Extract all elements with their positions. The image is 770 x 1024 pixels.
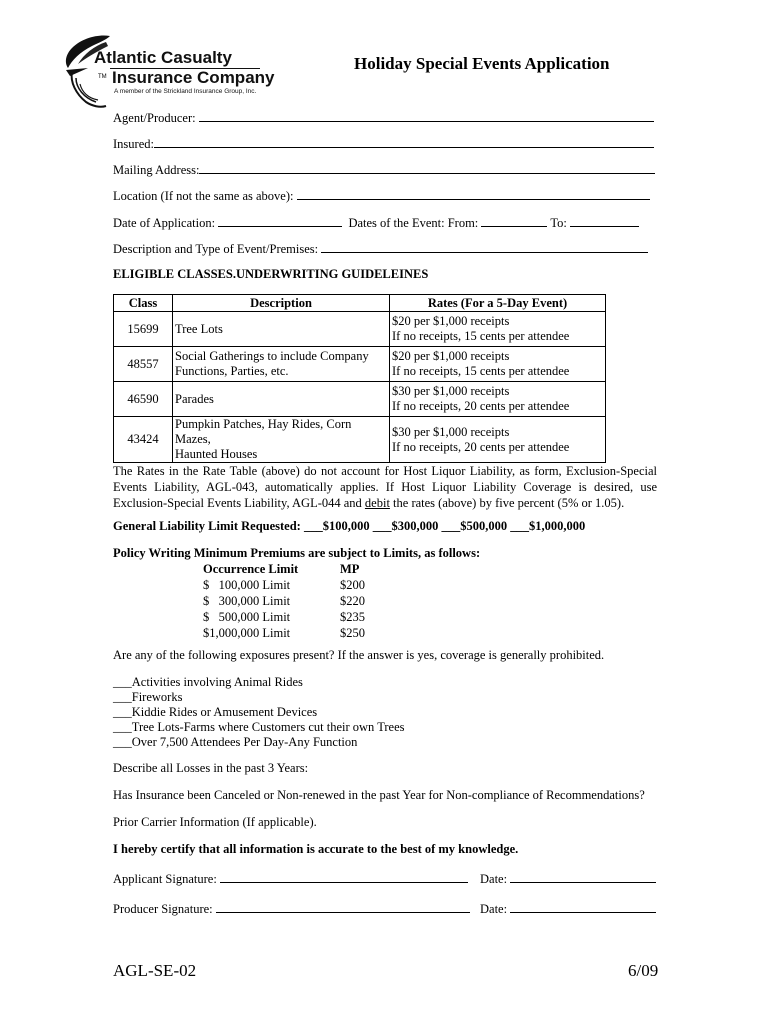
mailing-label: Mailing Address:: [113, 163, 200, 177]
exposure-item[interactable]: ___Fireworks: [113, 690, 183, 704]
date-app-line[interactable]: [218, 215, 342, 227]
row-class: 43424: [114, 417, 173, 463]
agent-line[interactable]: [199, 110, 654, 122]
producer-sig-label: Producer Signature:: [113, 902, 213, 916]
canceled-question: Has Insurance been Canceled or Non-renewed in the past Year for Non-compliance of Recommendations?: [113, 788, 645, 802]
table-row: [114, 312, 606, 347]
mp-heading: Policy Writing Minimum Premiums are subject to Limits, as follows:: [113, 546, 481, 560]
applicant-sig-line[interactable]: [220, 871, 468, 883]
location-line[interactable]: [297, 188, 650, 200]
producer-date-field[interactable]: [480, 901, 656, 917]
logo-line2: Insurance Company: [112, 68, 275, 87]
row-class: 15699: [114, 312, 173, 347]
exposures-list: [113, 675, 405, 750]
form-number: AGL-SE-02: [113, 961, 197, 980]
mp-table: [203, 561, 365, 641]
row-rate: $30 per $1,000 receipts If no receipts, 20 cents per attendee: [390, 382, 606, 417]
header-description: Description: [173, 295, 390, 312]
prior-carrier: Prior Carrier Information (If applicable).: [113, 815, 317, 829]
producer-date-line[interactable]: [510, 901, 656, 913]
date-app-label: Date of Application:: [113, 216, 216, 230]
description-label: Description and Type of Event/Premises:: [113, 242, 319, 256]
producer-sig-line[interactable]: [216, 901, 470, 913]
table-row: [114, 347, 606, 382]
producer-date-label: Date:: [480, 902, 508, 916]
page-title: Holiday Special Events Application: [354, 54, 610, 73]
location-label: Location (If not the same as above):: [113, 189, 294, 203]
row-rate: $20 per $1,000 receipts If no receipts, 15 cents per attendee: [390, 312, 606, 347]
row-description: Pumpkin Patches, Hay Rides, Corn Mazes, Haunted Houses: [173, 417, 390, 463]
logo-line1: Atlantic Casualty: [94, 48, 232, 67]
logo-tagline: A member of the Strickland Insurance Group, Inc.: [114, 88, 257, 95]
mailing-field[interactable]: [113, 162, 655, 178]
header-class: Class: [114, 295, 173, 312]
dates-from-label: Dates of the Event: From:: [348, 216, 479, 230]
agent-label: Agent/Producer:: [113, 111, 196, 125]
row-rate: $20 per $1,000 receipts If no receipts, 15 cents per attendee: [390, 347, 606, 382]
header-rates: Rates (For a 5-Day Event): [390, 295, 606, 312]
table-row: [114, 417, 606, 463]
dates-to-label: To:: [550, 216, 567, 230]
dates-field[interactable]: [113, 215, 639, 231]
exposure-item[interactable]: ___Over 7,500 Attendees Per Day-Any Function: [113, 735, 358, 749]
exposure-item[interactable]: ___Activities involving Animal Rides: [113, 675, 303, 689]
exposure-item[interactable]: ___Kiddie Rides or Amusement Devices: [113, 705, 318, 719]
losses-question: Describe all Losses in the past 3 Years:: [113, 761, 309, 775]
description-field[interactable]: [113, 241, 648, 257]
applicant-date-field[interactable]: [480, 871, 656, 887]
location-field[interactable]: [113, 188, 650, 204]
rate-table: [113, 294, 606, 463]
row-class: 48557: [114, 347, 173, 382]
mp-row: $ 100,000 Limit $200: [203, 578, 365, 592]
applicant-date-label: Date:: [480, 872, 508, 886]
form-date: 6/09: [628, 961, 659, 980]
row-description: Tree Lots: [173, 312, 390, 347]
row-rate: $30 per $1,000 receipts If no receipts, 20 cents per attendee: [390, 417, 606, 463]
row-description: Parades: [173, 382, 390, 417]
dates-to-line[interactable]: [570, 215, 639, 227]
exposure-item[interactable]: ___Tree Lots-Farms where Customers cut their own Trees: [113, 720, 405, 734]
producer-signature-field[interactable]: [113, 901, 470, 917]
mp-row: $1,000,000 Limit $250: [203, 626, 365, 640]
mp-row: $ 300,000 Limit $220: [203, 594, 365, 608]
insured-field[interactable]: [113, 136, 654, 152]
mailing-line[interactable]: [199, 162, 655, 174]
dates-from-line[interactable]: [481, 215, 547, 227]
rates-note: The Rates in the Rate Table (above) do not account for Host Liquor Liability, as form, Exclusion-Special Events Liability, AGL-043, automatically applies. If Host Liquor Liability Coverage is desired, use Exclusion-Special Events Liability, AGL-044 and debit the rates (above) by five percent (5% or 1.05).: [113, 464, 657, 510]
applicant-date-line[interactable]: [510, 871, 656, 883]
applicant-sig-label: Applicant Signature:: [113, 872, 217, 886]
eagle-logo-icon: [58, 32, 118, 112]
insured-line[interactable]: [154, 136, 654, 148]
certification: I hereby certify that all information is accurate to the best of my knowledge.: [113, 842, 519, 856]
mp-row: $ 500,000 Limit $235: [203, 610, 365, 624]
mp-header: Occurrence Limit MP: [203, 562, 360, 576]
exposures-question: Are any of the following exposures present? If the answer is yes, coverage is generally prohibited.: [113, 648, 605, 662]
description-line[interactable]: [321, 241, 648, 253]
table-header-row: [114, 295, 606, 312]
agent-field[interactable]: [113, 110, 654, 126]
row-class: 46590: [114, 382, 173, 417]
eligible-heading: ELIGIBLE CLASSES.UNDERWRITING GUIDELEINES: [113, 267, 429, 281]
gl-limit[interactable]: General Liability Limit Requested: ___$100,000 ___$300,000 ___$500,000 ___$1,000,000: [113, 519, 586, 533]
table-row: [114, 382, 606, 417]
applicant-signature-field[interactable]: [113, 871, 468, 887]
row-description: Social Gatherings to include Company Functions, Parties, etc.: [173, 347, 390, 382]
logo-trademark: TM: [98, 74, 107, 80]
insured-label: Insured:: [113, 137, 154, 151]
